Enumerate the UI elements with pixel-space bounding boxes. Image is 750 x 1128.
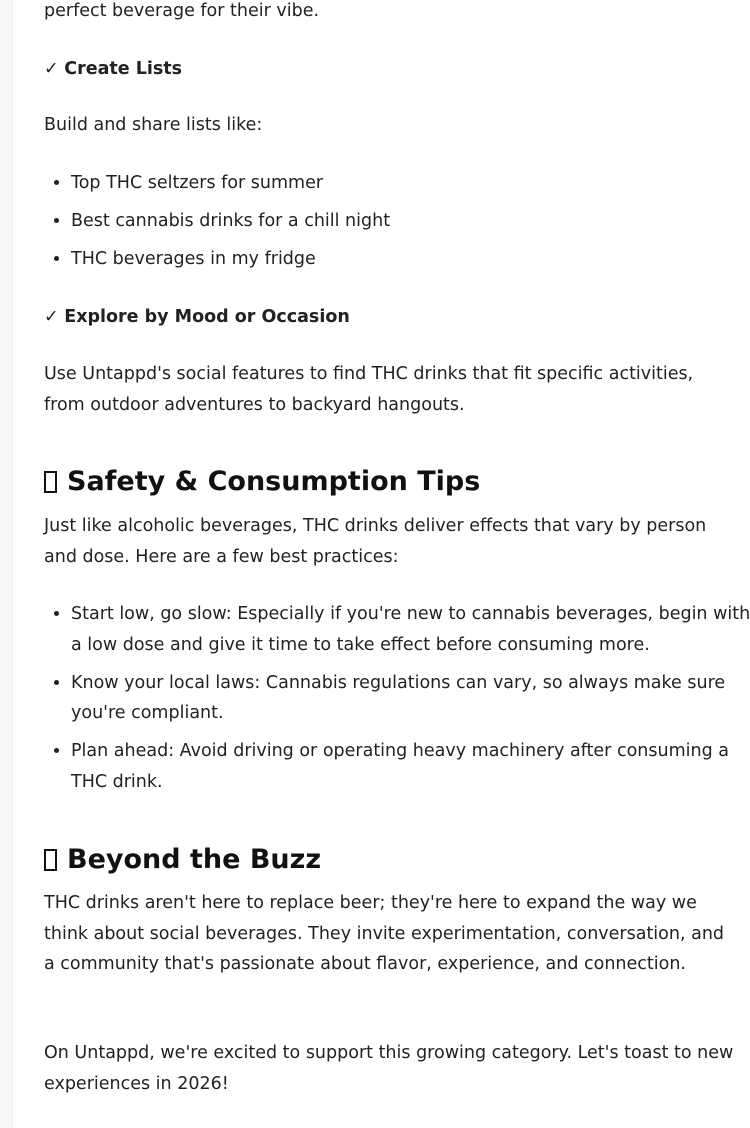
explore-title: Explore by Mood or Occasion	[64, 307, 350, 327]
beyond-heading-text: Beyond the Buzz	[67, 844, 322, 875]
explore-heading	[44, 305, 350, 329]
missing-glyph-icon	[44, 471, 57, 493]
safety-heading	[44, 465, 480, 499]
checkmark-icon: ✓	[44, 59, 59, 79]
safety-heading-text: Safety & Consumption Tips	[67, 466, 481, 497]
intro-tail-text: perfect beverage for their vibe.	[44, 1, 320, 21]
list-item: • Start low, go slow: Especially if you're new to cannabis beverages, begin with a low dose and give it time to take effect before consuming more.	[71, 599, 750, 660]
beyond-para-1: THC drinks aren't here to replace beer; they're here to expand the way we think about social beverages. They invite experimentation, conversation, and a community that's passionate about flavor, experience, and connection.	[44, 893, 725, 974]
list-item: • Top THC seltzers for summer	[71, 168, 750, 199]
explore-body: Use Untappd's social features to find THC drinks that fit specific activities, from outdoor adventures to backyard hangouts.	[44, 364, 694, 415]
missing-glyph-icon	[44, 849, 57, 871]
list-item: • THC beverages in my fridge	[71, 244, 750, 275]
safety-list	[44, 599, 750, 805]
create-lists-title: Create Lists	[64, 59, 183, 79]
beyond-para-2: On Untappd, we're excited to support this growing category. Let's toast to new experiences in 2026!	[44, 1043, 734, 1094]
safety-intro: Just like alcoholic beverages, THC drinks deliver effects that vary by person and dose. Here are a few best practices:	[44, 516, 707, 567]
beyond-heading	[44, 843, 321, 877]
checkmark-icon: ✓	[44, 307, 59, 327]
list-item: • Best cannabis drinks for a chill night	[71, 206, 750, 237]
create-lists-list	[44, 168, 750, 282]
list-item: • Plan ahead: Avoid driving or operating heavy machinery after consuming a THC drink.	[71, 736, 750, 797]
list-item: • Know your local laws: Cannabis regulations can vary, so always make sure you're compliant.	[71, 668, 750, 729]
left-gutter	[0, 0, 13, 1128]
create-lists-intro: Build and share lists like:	[44, 115, 263, 135]
create-lists-heading	[44, 57, 182, 81]
